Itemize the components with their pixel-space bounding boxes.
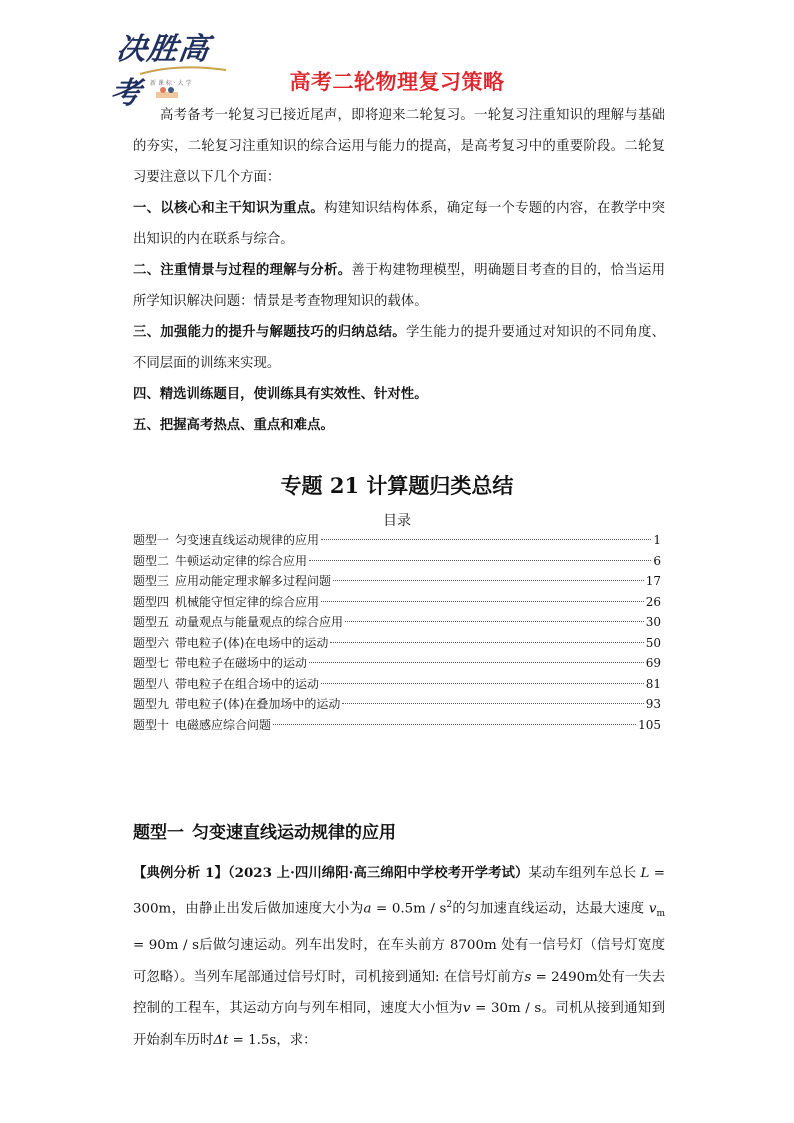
- type-heading-title: 匀变速直线运动规律的应用: [192, 823, 396, 843]
- example-label: 【典例分析 1】: [133, 865, 228, 881]
- toc-item[interactable]: [133, 715, 661, 736]
- toc-item-num: 题型十: [133, 717, 170, 732]
- toc-item-label: [133, 530, 319, 551]
- toc-leader: [309, 560, 651, 561]
- section-title: 专题 21 计算题归类总结: [280, 473, 514, 498]
- toc-item-page: 69: [645, 656, 661, 670]
- point-2: [133, 255, 665, 317]
- math-v-value: = 30m / s: [470, 1001, 542, 1017]
- toc-leader: [345, 621, 644, 622]
- type-heading-num: 题型一: [133, 823, 184, 843]
- toc-item-num: 题型二: [133, 553, 170, 568]
- toc-item-label: [133, 633, 328, 654]
- toc-item-title: 带电粒子(体)在叠加场中的运动: [175, 697, 341, 711]
- logo-subtitle: 新 课 标 · 大 学: [150, 80, 192, 87]
- toc-item-label: [133, 551, 307, 572]
- toc-item[interactable]: [133, 633, 661, 654]
- intro-paragraph: 高考备考一轮复习已接近尾声，即将迎来二轮复习。一轮复习注重知识的理解与基础的夯实，二轮复习注重知识的综合运用与能力的提高，是高考复习中的重要阶段。二轮复习要注意以下几个方面：: [133, 108, 665, 185]
- example-text-4: 后做匀速运动。列车出发时，在车头前方 8700m 处有一信号灯（信号灯宽度可忽略）。当列车尾部通过信号灯时，司机接到通知: 在信号灯前方: [133, 938, 666, 985]
- toc-item-title: 电磁感应综合问题: [175, 717, 272, 732]
- toc-leader: [321, 539, 651, 540]
- toc-item-num: 题型八: [133, 676, 170, 691]
- toc-item-label: [133, 612, 343, 633]
- example-text-1: 某动车组列车总长: [528, 866, 637, 881]
- point-4-bold: 四、精选训练题目，使训练具有实效性、针对性。: [133, 386, 428, 402]
- intro-block: [133, 100, 665, 441]
- toc-item[interactable]: [133, 674, 661, 695]
- point-3: [133, 317, 665, 379]
- toc-item-page: 30: [645, 615, 661, 629]
- toc-heading: 目录: [383, 513, 411, 529]
- point-1-text: 构建知识结构体系，确定每一个专题的内容，在教学中突出知识的内在联系与综合。: [133, 201, 666, 247]
- point-1: [133, 193, 665, 255]
- toc-leader: [273, 724, 636, 725]
- math-vm-value: = 90m / s: [133, 938, 199, 954]
- toc-item-label: [133, 592, 319, 613]
- toc-leader: [309, 662, 644, 663]
- toc-item[interactable]: [133, 592, 661, 613]
- math-s-value: = 2490m: [531, 969, 598, 985]
- toc-item-label: [133, 715, 271, 736]
- toc-item[interactable]: [133, 612, 661, 633]
- toc-item-label: [133, 571, 331, 592]
- toc-item-page: 6: [653, 553, 661, 568]
- toc-leader: [330, 642, 643, 643]
- point-2-bold: 二、注重情景与过程的理解与分析。: [133, 262, 352, 278]
- toc-item-page: 93: [645, 697, 661, 711]
- toc-item-num: 题型七: [133, 656, 170, 670]
- math-vm: v: [648, 900, 657, 916]
- math-L: L: [640, 866, 650, 881]
- toc-item[interactable]: [133, 571, 661, 592]
- toc-leader: [342, 703, 643, 704]
- point-3-bold: 三、加强能力的提升与解题技巧的归纳总结。: [133, 324, 406, 340]
- toc-item[interactable]: [133, 653, 661, 674]
- example-text-2: ，由静止出发后做加速度大小为: [171, 900, 364, 916]
- toc-item-num: 题型四: [133, 594, 170, 609]
- toc-item-label: [133, 653, 307, 674]
- toc-item-label: [133, 694, 340, 715]
- toc-item-title: 机械能守恒定律的综合应用: [175, 594, 320, 609]
- example-problem: [133, 858, 665, 1056]
- example-text-5: 处有一失去控制的工程车，其运动方向与列车相同，速度大小恒为: [133, 969, 665, 1017]
- example-text-6: 。司机从接到通知到开始刹车历时: [133, 1001, 666, 1048]
- toc-item-num: 题型三: [133, 574, 170, 588]
- toc-item-page: 1: [653, 533, 661, 547]
- toc-item-page: 105: [638, 717, 661, 732]
- example-text-3: 的匀加速直线运动，达最大速度: [452, 900, 645, 916]
- toc-item-page: 81: [645, 676, 661, 691]
- point-2-text: 善于构建物理模型，明确题目考查的目的，恰当运用所学知识解决问题：情景是考查物理知识的载体。: [133, 263, 666, 309]
- table-of-contents: [133, 530, 661, 735]
- math-dt: Δt: [213, 1032, 229, 1048]
- math-a: a: [363, 900, 372, 916]
- point-5: [133, 410, 665, 441]
- type-heading: [133, 818, 396, 843]
- toc-item-num: 题型六: [133, 635, 170, 650]
- toc-item-num: 题型五: [133, 615, 170, 629]
- toc-item-title: 带电粒子(体)在电场中的运动: [175, 635, 329, 650]
- math-v: v: [462, 1001, 471, 1017]
- toc-leader: [321, 601, 644, 602]
- math-L-value: = 300m: [133, 866, 666, 916]
- toc-item-num: 题型九: [133, 697, 170, 711]
- toc-item-title: 匀变速直线运动规律的应用: [175, 533, 320, 547]
- point-5-bold: 五、把握高考热点、重点和难点。: [133, 417, 334, 433]
- toc-item-page: 26: [645, 594, 661, 609]
- point-1-bold: 一、以核心和主干知识为重点。: [133, 200, 325, 216]
- toc-leader: [321, 683, 644, 684]
- toc-leader: [333, 580, 644, 581]
- math-a-value: = 0.5m / s: [371, 900, 447, 916]
- toc-item-title: 牛顿运动定律的综合应用: [175, 553, 308, 568]
- math-a-exponent: 2: [446, 899, 453, 910]
- toc-item-page: 50: [645, 635, 661, 650]
- toc-item-title: 带电粒子在磁场中的运动: [175, 656, 308, 670]
- toc-item[interactable]: [133, 694, 661, 715]
- toc-item-num: 题型一: [133, 533, 170, 547]
- math-vm-sub: m: [656, 908, 666, 919]
- math-dt-value: = 1.5s: [228, 1032, 277, 1048]
- math-s: s: [524, 969, 532, 985]
- example-text-7: ，求：: [276, 1032, 317, 1048]
- logo-text: 决胜高考: [107, 32, 213, 111]
- point-4: [133, 379, 665, 410]
- toc-item[interactable]: [133, 551, 661, 572]
- banner-title: 高考二轮物理复习策略: [289, 70, 505, 94]
- toc-item[interactable]: [133, 530, 661, 551]
- toc-item-title: 动量观点与能量观点的综合应用: [175, 615, 344, 629]
- toc-item-title: 应用动能定理求解多过程问题: [175, 574, 332, 588]
- point-3-text: 学生能力的提升要通过对知识的不同角度、不同层面的训练来实现。: [133, 325, 665, 371]
- toc-item-label: [133, 674, 319, 695]
- example-source: （2023 上·四川绵阳·高三绵阳中学校考开学考试）: [227, 865, 529, 881]
- toc-item-title: 带电粒子在组合场中的运动: [175, 676, 320, 691]
- toc-item-page: 17: [645, 574, 661, 588]
